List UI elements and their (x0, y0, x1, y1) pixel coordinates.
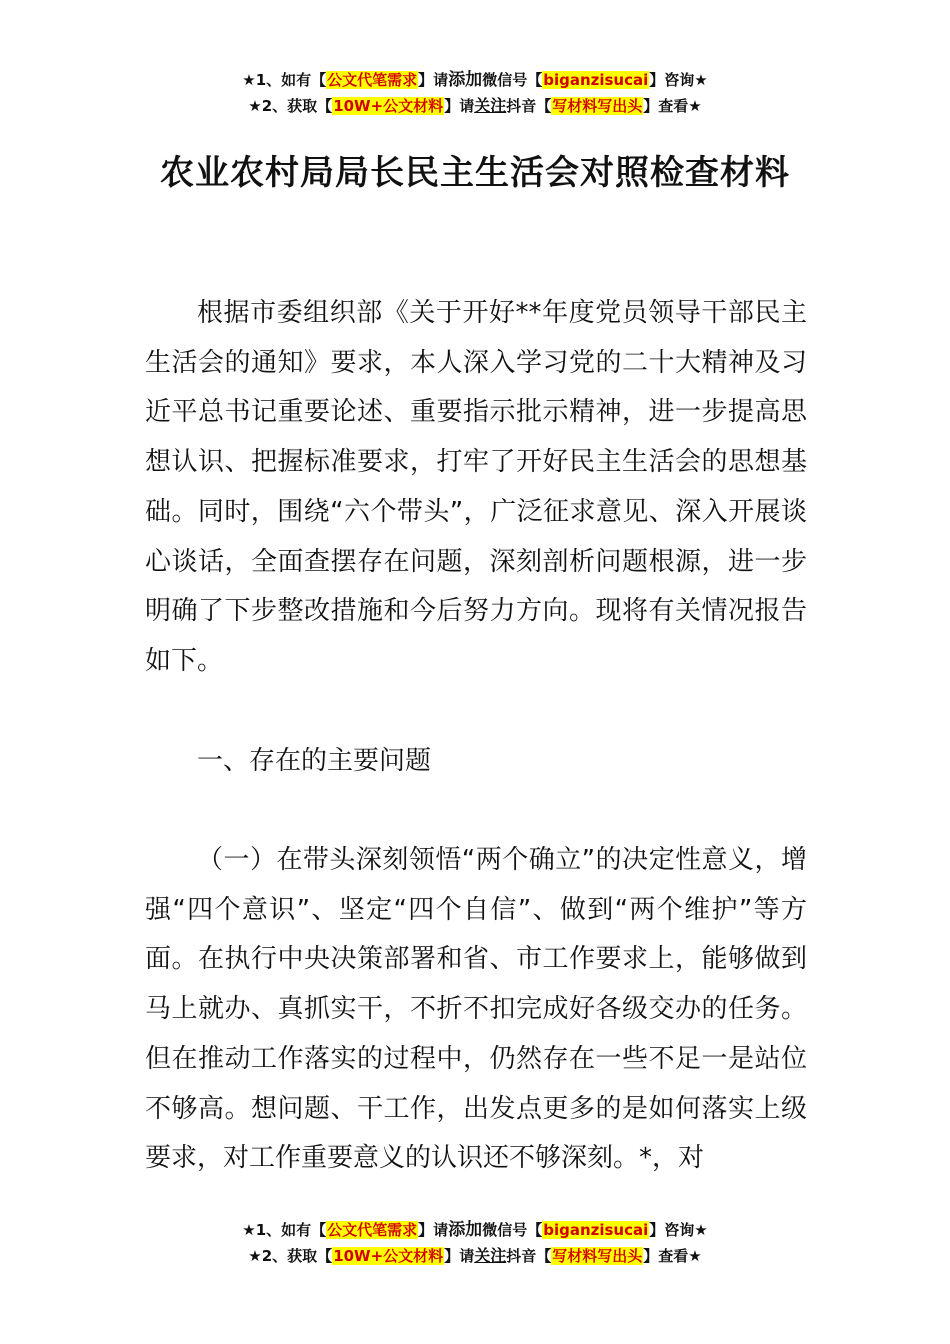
banner-emphasis: 添加 (448, 70, 483, 90)
banner-highlight: 公文代笔需求 (327, 71, 418, 89)
body-paragraph-problem-1: （一）在带头深刻领悟“两个确立”的决定性意义，增强“四个意识”、坚定“四个自信”、做到“两个维护”等方面。在执行中央决策部署和省、市工作要求上，能够做到马上就办、真抓实干，不折不扣完成好各级交办的任务。但在推动工作落实的过程中，仍然存在一些不足一是站位不够高。想问题、干工作，出发点更多的是如何落实上级要求，对工作重要意义的认识还不够深刻。*，对 (145, 845, 807, 1174)
banner-highlight-douyin: 写材料写出头 (552, 97, 643, 115)
banner-emphasis: 关注 (474, 1246, 507, 1265)
banner-text: 抖音【 (506, 1247, 552, 1265)
banner-text: 】请 (444, 1247, 475, 1265)
banner-text: ★1、如有【 (242, 71, 327, 89)
banner-line-1 (0, 68, 950, 93)
banner-text: 抖音【 (506, 97, 552, 115)
banner-text: 】请 (418, 1221, 449, 1239)
banner-text: 】咨询★ (649, 1221, 708, 1239)
banner-highlight-wechat: biganzisucai (543, 71, 649, 89)
banner-text: ★2、获取【 (248, 1247, 333, 1265)
banner-text: 】查看★ (643, 1247, 702, 1265)
banner-emphasis: 添加 (448, 1220, 483, 1240)
banner-line-1 (0, 1218, 950, 1243)
footer-banner (0, 1218, 950, 1268)
banner-text: 】请 (418, 71, 449, 89)
banner-highlight-wechat: biganzisucai (543, 1221, 649, 1239)
body-paragraph-intro: 根据市委组织部《关于开好**年度党员领导干部民主生活会的通知》要求，本人深入学习党的二十大精神及习近平总书记重要论述、重要指示批示精神，进一步提高思想认识、把握标准要求，打牢了开好民主生活会的思想基础。同时，围绕“六个带头”，广泛征求意见、深入开展谈心谈话，全面查摆存在问题，深刻剖析问题根源，进一步明确了下步整改措施和今后努力方向。现将有关情况报告如下。 (145, 298, 807, 676)
banner-text: 微信号【 (482, 1221, 543, 1239)
banner-text: 】请 (444, 97, 475, 115)
banner-line-2 (0, 93, 950, 118)
section-heading: 一、存在的主要问题 (197, 746, 432, 776)
banner-text: 】咨询★ (649, 71, 708, 89)
banner-text: ★1、如有【 (242, 1221, 327, 1239)
banner-emphasis: 关注 (474, 96, 507, 115)
document-title: 农业农村局局长民主生活会对照检查材料 (160, 153, 790, 193)
header-banner (0, 68, 950, 118)
banner-highlight: 10W+公文材料 (333, 1247, 444, 1265)
banner-text: ★2、获取【 (248, 97, 333, 115)
banner-highlight: 10W+公文材料 (333, 97, 444, 115)
banner-text: 微信号【 (482, 71, 543, 89)
banner-text: 】查看★ (643, 97, 702, 115)
banner-highlight-douyin: 写材料写出头 (552, 1247, 643, 1265)
banner-line-2 (0, 1243, 950, 1268)
banner-highlight: 公文代笔需求 (327, 1221, 418, 1239)
